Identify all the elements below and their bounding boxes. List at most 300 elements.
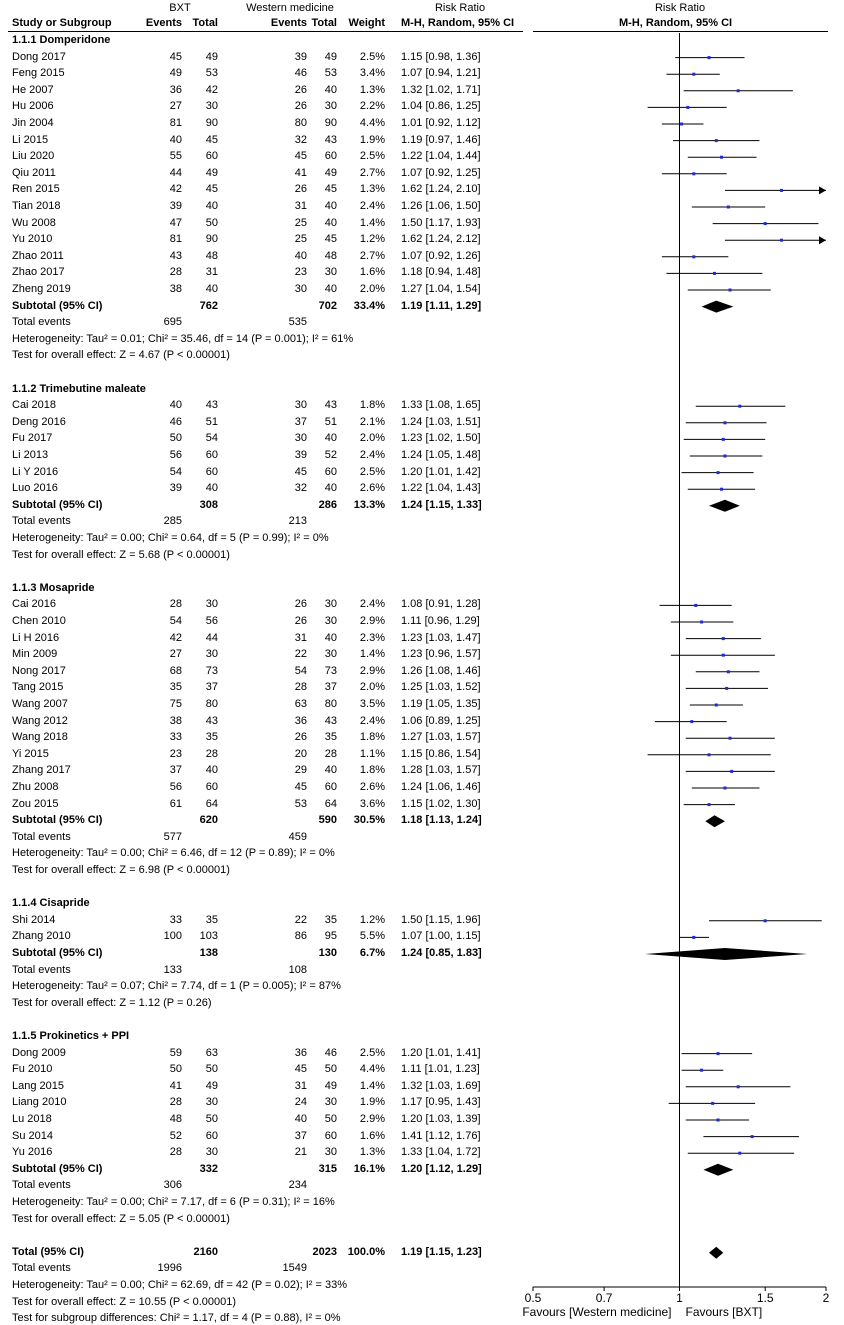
study-point (711, 1102, 714, 1105)
subtotal-total-bxt: 762 (199, 299, 218, 312)
study-point (717, 471, 720, 474)
study-point (708, 753, 711, 756)
heterogeneity-text: Heterogeneity: Tau² = 0.00; Chi² = 0.64, df = 5 (P = 0.99); I² = 0% (12, 532, 329, 544)
study-point (751, 1135, 754, 1138)
favours-left-label: Favours [Western medicine] (522, 1305, 672, 1319)
total-events-label: Total events (12, 830, 71, 843)
study-total-wm: 37 (324, 681, 337, 694)
study-point (713, 272, 716, 275)
study-total-bxt: 50 (205, 1113, 218, 1125)
total-events-label: Total events (12, 316, 71, 329)
study-point (692, 255, 695, 258)
total-ci: 1.19 [1.15, 1.23] (401, 1245, 482, 1258)
study-point (694, 604, 697, 607)
subtotal-weight: 16.1% (353, 1162, 385, 1175)
study-weight: 2.4% (359, 598, 385, 611)
study-point (727, 670, 730, 673)
study-ci: 1.33 [1.08, 1.65] (401, 399, 481, 412)
study-name: Zheng 2019 (12, 283, 71, 295)
study-name: Chen 2010 (12, 615, 66, 627)
group2-header: Western medicine (246, 2, 334, 14)
total-events-wm: 234 (288, 1179, 307, 1192)
study-total-wm: 46 (324, 1046, 337, 1059)
subtotal-ci: 1.18 [1.13, 1.24] (401, 814, 482, 827)
subtotal-label: Subtotal (95% CI) (12, 814, 103, 827)
study-weight: 4.4% (359, 1063, 385, 1076)
study-ci: 1.50 [1.15, 1.96] (401, 913, 481, 926)
study-ci: 1.26 [1.08, 1.46] (401, 664, 481, 677)
study-events-bxt: 50 (169, 432, 182, 445)
study-ci: 1.19 [0.97, 1.46] (401, 133, 481, 146)
study-total-bxt: 45 (205, 133, 218, 146)
study-weight: 1.8% (359, 764, 385, 777)
study-name: Yi 2015 (12, 747, 49, 760)
study-total-wm: 30 (324, 266, 337, 279)
study-events-bxt: 27 (169, 648, 182, 661)
study-point (720, 488, 723, 491)
study-events-bxt: 49 (169, 67, 182, 80)
overall-heterogeneity-text: Heterogeneity: Tau² = 0.00; Chi² = 62.69, df = 42 (P = 0.02); I² = 33% (12, 1279, 347, 1291)
study-total-wm: 40 (324, 83, 337, 96)
study-ci: 1.04 [0.86, 1.25] (401, 100, 481, 113)
study-events-wm: 24 (294, 1096, 307, 1109)
heterogeneity-text: Heterogeneity: Tau² = 0.00; Chi² = 7.17, df = 6 (P = 0.31); I² = 16% (12, 1196, 335, 1208)
study-events-wm: 36 (294, 714, 307, 727)
study-events-bxt: 28 (169, 1146, 182, 1159)
study-total-bxt: 90 (205, 233, 218, 246)
study-weight: 2.0% (359, 681, 385, 694)
study-weight: 3.5% (359, 698, 385, 710)
study-events-wm: 26 (294, 598, 307, 611)
study-total-bxt: 40 (205, 764, 218, 777)
study-ci: 1.23 [1.02, 1.50] (401, 432, 481, 445)
study-total-wm: 51 (324, 415, 337, 428)
study-total-bxt: 44 (205, 631, 218, 644)
study-events-bxt: 38 (169, 283, 182, 295)
study-total-wm: 40 (324, 216, 337, 229)
study-total-bxt: 56 (205, 615, 218, 627)
study-weight: 2.9% (359, 615, 385, 627)
study-point (686, 106, 689, 109)
study-name: Hu 2006 (12, 100, 54, 113)
study-events-wm: 30 (294, 432, 307, 445)
subtotal-weight: 30.5% (353, 814, 385, 827)
study-events-wm: 45 (294, 1063, 307, 1076)
study-total-wm: 35 (324, 913, 337, 926)
study-name: Yu 2010 (12, 233, 53, 246)
study-col-header: Study or Subgroup (12, 17, 112, 29)
subtotal-weight: 6.7% (359, 947, 385, 959)
study-ci: 1.28 [1.03, 1.57] (401, 764, 481, 777)
study-total-bxt: 30 (205, 648, 218, 661)
study-name: He 2007 (12, 83, 54, 96)
study-ci: 1.50 [1.17, 1.93] (401, 216, 481, 229)
study-name: Tian 2018 (12, 200, 61, 212)
study-events-wm: 32 (294, 482, 307, 495)
x-tick-label: 1 (676, 1291, 683, 1305)
study-weight: 2.9% (359, 664, 385, 677)
study-name: Fu 2010 (12, 1063, 53, 1076)
study-point (715, 139, 718, 142)
subgroup-diff-text: Test for subgroup differences: Chi² = 1.17, df = 4 (P = 0.88), I² = 0% (12, 1312, 341, 1325)
study-ci: 1.08 [0.91, 1.28] (401, 598, 481, 611)
study-point (690, 720, 693, 723)
study-ci: 1.07 [0.94, 1.21] (401, 67, 481, 80)
study-point (730, 770, 733, 773)
study-total-bxt: 103 (199, 930, 218, 943)
study-events-wm: 86 (294, 930, 307, 943)
study-total-bxt: 50 (205, 1063, 218, 1076)
study-point (720, 156, 723, 159)
subtotal-total-wm: 702 (318, 299, 337, 312)
study-weight: 2.7% (359, 166, 385, 179)
study-events-wm: 30 (294, 283, 307, 295)
subtotal-diamond (705, 815, 725, 827)
study-ci: 1.23 [1.03, 1.47] (401, 631, 481, 644)
study-total-bxt: 42 (205, 83, 218, 96)
study-events-wm: 26 (294, 100, 307, 113)
study-total-wm: 90 (324, 117, 337, 129)
study-ci: 1.24 [1.05, 1.48] (401, 449, 481, 461)
study-point (700, 1069, 703, 1072)
study-weight: 2.4% (359, 200, 385, 212)
study-ci: 1.07 [0.92, 1.26] (401, 249, 481, 262)
study-total-bxt: 80 (205, 698, 218, 710)
study-name: Li 2015 (12, 133, 49, 146)
study-events-wm: 40 (294, 249, 307, 262)
total-events-label: Total events (12, 1179, 71, 1192)
study-name: Feng 2015 (12, 67, 65, 80)
study-weight: 2.6% (359, 781, 385, 793)
study-ci: 1.01 [0.92, 1.12] (401, 117, 481, 129)
study-total-wm: 30 (324, 598, 337, 611)
study-events-bxt: 43 (169, 249, 182, 262)
study-weight: 2.7% (359, 249, 385, 262)
subtotal-diamond (702, 301, 734, 313)
study-name: Zhang 2017 (12, 764, 71, 777)
study-ci: 1.22 [1.04, 1.43] (401, 482, 481, 495)
subtotal-ci: 1.19 [1.11, 1.29] (401, 299, 482, 312)
heterogeneity-text: Heterogeneity: Tau² = 0.01; Chi² = 35.46, df = 14 (P = 0.001); I² = 61% (12, 332, 354, 345)
study-total-bxt: 35 (205, 913, 218, 926)
study-name: Cai 2016 (12, 598, 57, 611)
study-total-wm: 43 (324, 133, 337, 146)
study-ci: 1.07 [0.92, 1.25] (401, 166, 481, 179)
study-point (708, 56, 711, 59)
x-tick-label: 0.5 (524, 1291, 542, 1305)
study-point (717, 1052, 720, 1055)
study-events-wm: 29 (294, 764, 307, 777)
total-events-label: Total events (12, 963, 71, 976)
total-events-wm: 535 (288, 316, 307, 329)
study-name: Wang 2018 (12, 731, 68, 744)
study-weight: 1.4% (359, 648, 385, 661)
study-ci: 1.41 [1.12, 1.76] (401, 1129, 481, 1142)
subtotal-label: Subtotal (95% CI) (12, 1162, 103, 1175)
study-weight: 2.5% (359, 50, 385, 63)
study-events-wm: 41 (294, 166, 307, 179)
study-name: Wang 2012 (12, 714, 68, 727)
study-name: Wu 2008 (12, 216, 56, 229)
study-total-bxt: 30 (205, 1146, 218, 1159)
study-ci: 1.17 [0.95, 1.43] (401, 1096, 481, 1109)
study-weight: 2.4% (359, 714, 385, 727)
study-name: Shi 2014 (12, 913, 56, 926)
subtotal-total-wm: 286 (318, 498, 337, 511)
study-total-bxt: 40 (205, 482, 218, 495)
study-point (737, 1085, 740, 1088)
study-total-bxt: 43 (205, 714, 218, 727)
study-name: Nong 2017 (12, 664, 66, 677)
study-total-wm: 40 (324, 432, 337, 445)
study-events-wm: 26 (294, 83, 307, 96)
study-point (722, 654, 725, 657)
study-events-wm: 37 (294, 1129, 307, 1142)
study-ci: 1.15 [0.98, 1.36] (401, 50, 481, 63)
study-events-bxt: 54 (169, 615, 182, 627)
favours-right-label: Favours [BXT] (685, 1305, 763, 1319)
study-total-bxt: 35 (205, 731, 218, 744)
study-total-bxt: 49 (205, 1079, 218, 1092)
plot-method-header: M-H, Random, 95% CI (619, 17, 733, 29)
study-weight: 1.3% (359, 1146, 385, 1159)
study-events-wm: 22 (294, 913, 307, 926)
total-events-bxt: 306 (163, 1179, 182, 1192)
study-total-bxt: 60 (205, 1129, 218, 1142)
study-name: Deng 2016 (12, 415, 66, 428)
study-events-bxt: 59 (169, 1046, 182, 1059)
total-events-wm: 459 (288, 830, 307, 843)
study-total-bxt: 60 (205, 449, 218, 461)
study-total-wm: 52 (324, 449, 337, 461)
study-name: Min 2009 (12, 648, 58, 661)
study-weight: 1.1% (359, 747, 385, 760)
study-ci: 1.27 [1.04, 1.54] (401, 283, 481, 295)
study-point (722, 438, 725, 441)
study-name: Su 2014 (12, 1129, 53, 1142)
study-total-bxt: 60 (205, 781, 218, 793)
group1-header: BXT (169, 2, 191, 14)
study-ci: 1.32 [1.03, 1.69] (401, 1079, 481, 1092)
study-point (738, 1152, 741, 1155)
study-weight: 1.4% (359, 216, 385, 229)
study-ci: 1.25 [1.03, 1.52] (401, 681, 481, 694)
study-total-wm: 48 (324, 249, 337, 262)
total-total-wm: 2023 (312, 1245, 337, 1258)
study-point (692, 73, 695, 76)
study-total-wm: 60 (324, 1129, 337, 1142)
study-point (708, 803, 711, 806)
study-total-wm: 40 (324, 283, 337, 295)
study-events-wm: 37 (294, 415, 307, 428)
study-point (680, 123, 683, 126)
study-name: Zhao 2011 (12, 249, 64, 262)
total-total-bxt: 2160 (193, 1245, 218, 1258)
study-weight: 1.8% (359, 399, 385, 412)
overall-effect-text: Test for overall effect: Z = 5.68 (P < 0.00001) (12, 548, 230, 561)
study-total-wm: 64 (324, 797, 337, 810)
x-tick-label: 2 (822, 1291, 830, 1305)
study-ci: 1.26 [1.06, 1.50] (401, 200, 481, 212)
overall-test-text: Test for overall effect: Z = 10.55 (P < 0.00001) (12, 1295, 237, 1308)
study-name: Li H 2016 (12, 631, 60, 644)
study-events-bxt: 100 (163, 930, 182, 943)
subgroup-title: 1.1.4 Cisapride (12, 897, 90, 910)
study-ci: 1.32 [1.02, 1.71] (401, 83, 481, 96)
study-ci-arrow (819, 186, 826, 194)
study-name: Li Y 2016 (12, 465, 59, 478)
study-name: Dong 2009 (12, 1046, 66, 1059)
study-ci: 1.15 [1.02, 1.30] (401, 797, 481, 810)
total2-header: Total (311, 17, 337, 29)
study-total-wm: 40 (324, 631, 337, 644)
study-total-bxt: 48 (205, 249, 218, 262)
study-events-bxt: 56 (169, 781, 182, 793)
study-name: Cai 2018 (12, 399, 57, 412)
study-total-wm: 43 (324, 714, 337, 727)
overall-effect-text: Test for overall effect: Z = 6.98 (P < 0.00001) (12, 864, 230, 876)
subtotal-label: Subtotal (95% CI) (12, 947, 103, 959)
study-events-bxt: 28 (169, 1096, 182, 1109)
study-total-wm: 60 (324, 465, 337, 478)
overall-effect-text: Test for overall effect: Z = 5.05 (P < 0.00001) (12, 1212, 230, 1225)
subtotal-ci: 1.24 [1.15, 1.33] (401, 498, 482, 511)
study-total-bxt: 37 (205, 681, 218, 694)
study-name: Zhao 2017 (12, 266, 65, 279)
study-weight: 1.8% (359, 731, 385, 744)
study-ci: 1.23 [0.96, 1.57] (401, 648, 481, 661)
study-total-bxt: 49 (205, 166, 218, 179)
study-events-wm: 21 (294, 1146, 307, 1159)
total-events-wm: 108 (288, 963, 307, 976)
study-events-wm: 39 (294, 50, 307, 63)
study-events-bxt: 55 (169, 150, 182, 163)
events2-header: Events (270, 17, 307, 29)
study-events-wm: 36 (294, 1046, 307, 1059)
study-name: Dong 2017 (12, 50, 66, 63)
subgroup-title: 1.1.2 Trimebutine maleate (12, 382, 146, 395)
study-events-bxt: 33 (169, 913, 182, 926)
study-total-wm: 35 (324, 731, 337, 744)
study-ci: 1.27 [1.03, 1.57] (401, 731, 481, 744)
study-weight: 1.9% (359, 1096, 385, 1109)
overall-total-events-label: Total events (12, 1262, 71, 1275)
study-events-bxt: 39 (169, 200, 182, 212)
study-ci: 1.15 [0.86, 1.54] (401, 747, 481, 760)
study-events-bxt: 28 (169, 598, 182, 611)
study-name: Lu 2018 (12, 1113, 52, 1125)
study-total-wm: 80 (324, 698, 337, 710)
study-events-wm: 26 (294, 615, 307, 627)
method-header: M-H, Random, 95% CI (401, 17, 515, 29)
study-total-bxt: 43 (205, 399, 218, 412)
study-name: Fu 2017 (12, 432, 53, 445)
study-total-wm: 40 (324, 482, 337, 495)
study-weight: 1.6% (359, 1129, 385, 1142)
total-diamond (709, 1247, 723, 1259)
study-total-wm: 49 (324, 166, 337, 179)
study-total-bxt: 40 (205, 200, 218, 212)
study-total-wm: 30 (324, 648, 337, 661)
subtotal-ci: 1.20 [1.12, 1.29] (401, 1162, 482, 1175)
study-point (692, 936, 695, 939)
study-name: Lang 2015 (12, 1079, 64, 1092)
study-events-bxt: 61 (169, 797, 182, 810)
total-events-label: Total events (12, 515, 71, 528)
study-events-wm: 23 (294, 266, 307, 279)
study-total-wm: 49 (324, 1079, 337, 1092)
heterogeneity-text: Heterogeneity: Tau² = 0.00; Chi² = 6.46, df = 12 (P = 0.89); I² = 0% (12, 847, 335, 860)
study-events-wm: 45 (294, 150, 307, 163)
study-ci: 1.22 [1.04, 1.44] (401, 150, 481, 163)
study-events-bxt: 44 (169, 166, 182, 179)
study-events-bxt: 23 (169, 747, 182, 760)
study-ci: 1.07 [1.00, 1.15] (401, 930, 481, 943)
study-point (727, 206, 730, 209)
total-weight: 100.0% (347, 1245, 385, 1258)
study-point (723, 421, 726, 424)
study-events-bxt: 28 (169, 266, 182, 279)
total-events-bxt: 577 (163, 830, 182, 843)
study-point (764, 919, 767, 922)
subtotal-total-wm: 130 (318, 947, 337, 959)
study-events-bxt: 40 (169, 133, 182, 146)
study-ci: 1.18 [0.94, 1.48] (401, 266, 481, 279)
study-weight: 2.0% (359, 283, 385, 295)
study-name: Qiu 2011 (12, 166, 56, 179)
subtotal-total-bxt: 620 (199, 814, 218, 827)
study-total-bxt: 40 (205, 283, 218, 295)
study-point (737, 89, 740, 92)
study-events-wm: 31 (294, 200, 307, 212)
subtotal-weight: 13.3% (353, 498, 385, 511)
study-events-bxt: 54 (169, 465, 182, 478)
study-events-bxt: 68 (169, 664, 182, 677)
study-ci: 1.62 [1.24, 2.10] (401, 183, 481, 196)
study-ci-arrow (819, 236, 826, 244)
study-events-bxt: 47 (169, 216, 182, 229)
study-ci: 1.11 [1.01, 1.23] (401, 1063, 480, 1076)
study-events-wm: 31 (294, 1079, 307, 1092)
plot-header: Risk Ratio (654, 2, 706, 14)
study-ci: 1.11 [0.96, 1.29] (401, 615, 480, 627)
study-weight: 1.4% (359, 1079, 385, 1092)
study-name: Zhu 2008 (12, 781, 59, 793)
study-weight: 1.2% (359, 913, 385, 926)
study-events-wm: 20 (294, 747, 307, 760)
study-events-bxt: 40 (169, 399, 182, 412)
study-weight: 2.2% (359, 100, 385, 113)
subgroup-title: 1.1.3 Mosapride (12, 581, 95, 594)
study-total-wm: 73 (324, 664, 337, 677)
study-weight: 2.5% (359, 1046, 385, 1059)
study-total-wm: 95 (324, 930, 337, 943)
study-name: Tang 2015 (12, 681, 64, 694)
study-point (729, 289, 732, 292)
study-events-wm: 26 (294, 731, 307, 744)
study-name: Zou 2015 (12, 797, 59, 810)
study-total-wm: 50 (324, 1063, 337, 1076)
study-total-bxt: 30 (205, 100, 218, 113)
study-weight: 1.3% (359, 183, 385, 196)
study-point (692, 172, 695, 175)
subgroup-title: 1.1.5 Prokinetics + PPI (12, 1030, 130, 1042)
study-events-wm: 40 (294, 1113, 307, 1125)
study-total-bxt: 28 (205, 747, 218, 760)
study-events-wm: 80 (294, 117, 307, 129)
study-weight: 3.6% (359, 797, 385, 810)
study-point (722, 637, 725, 640)
